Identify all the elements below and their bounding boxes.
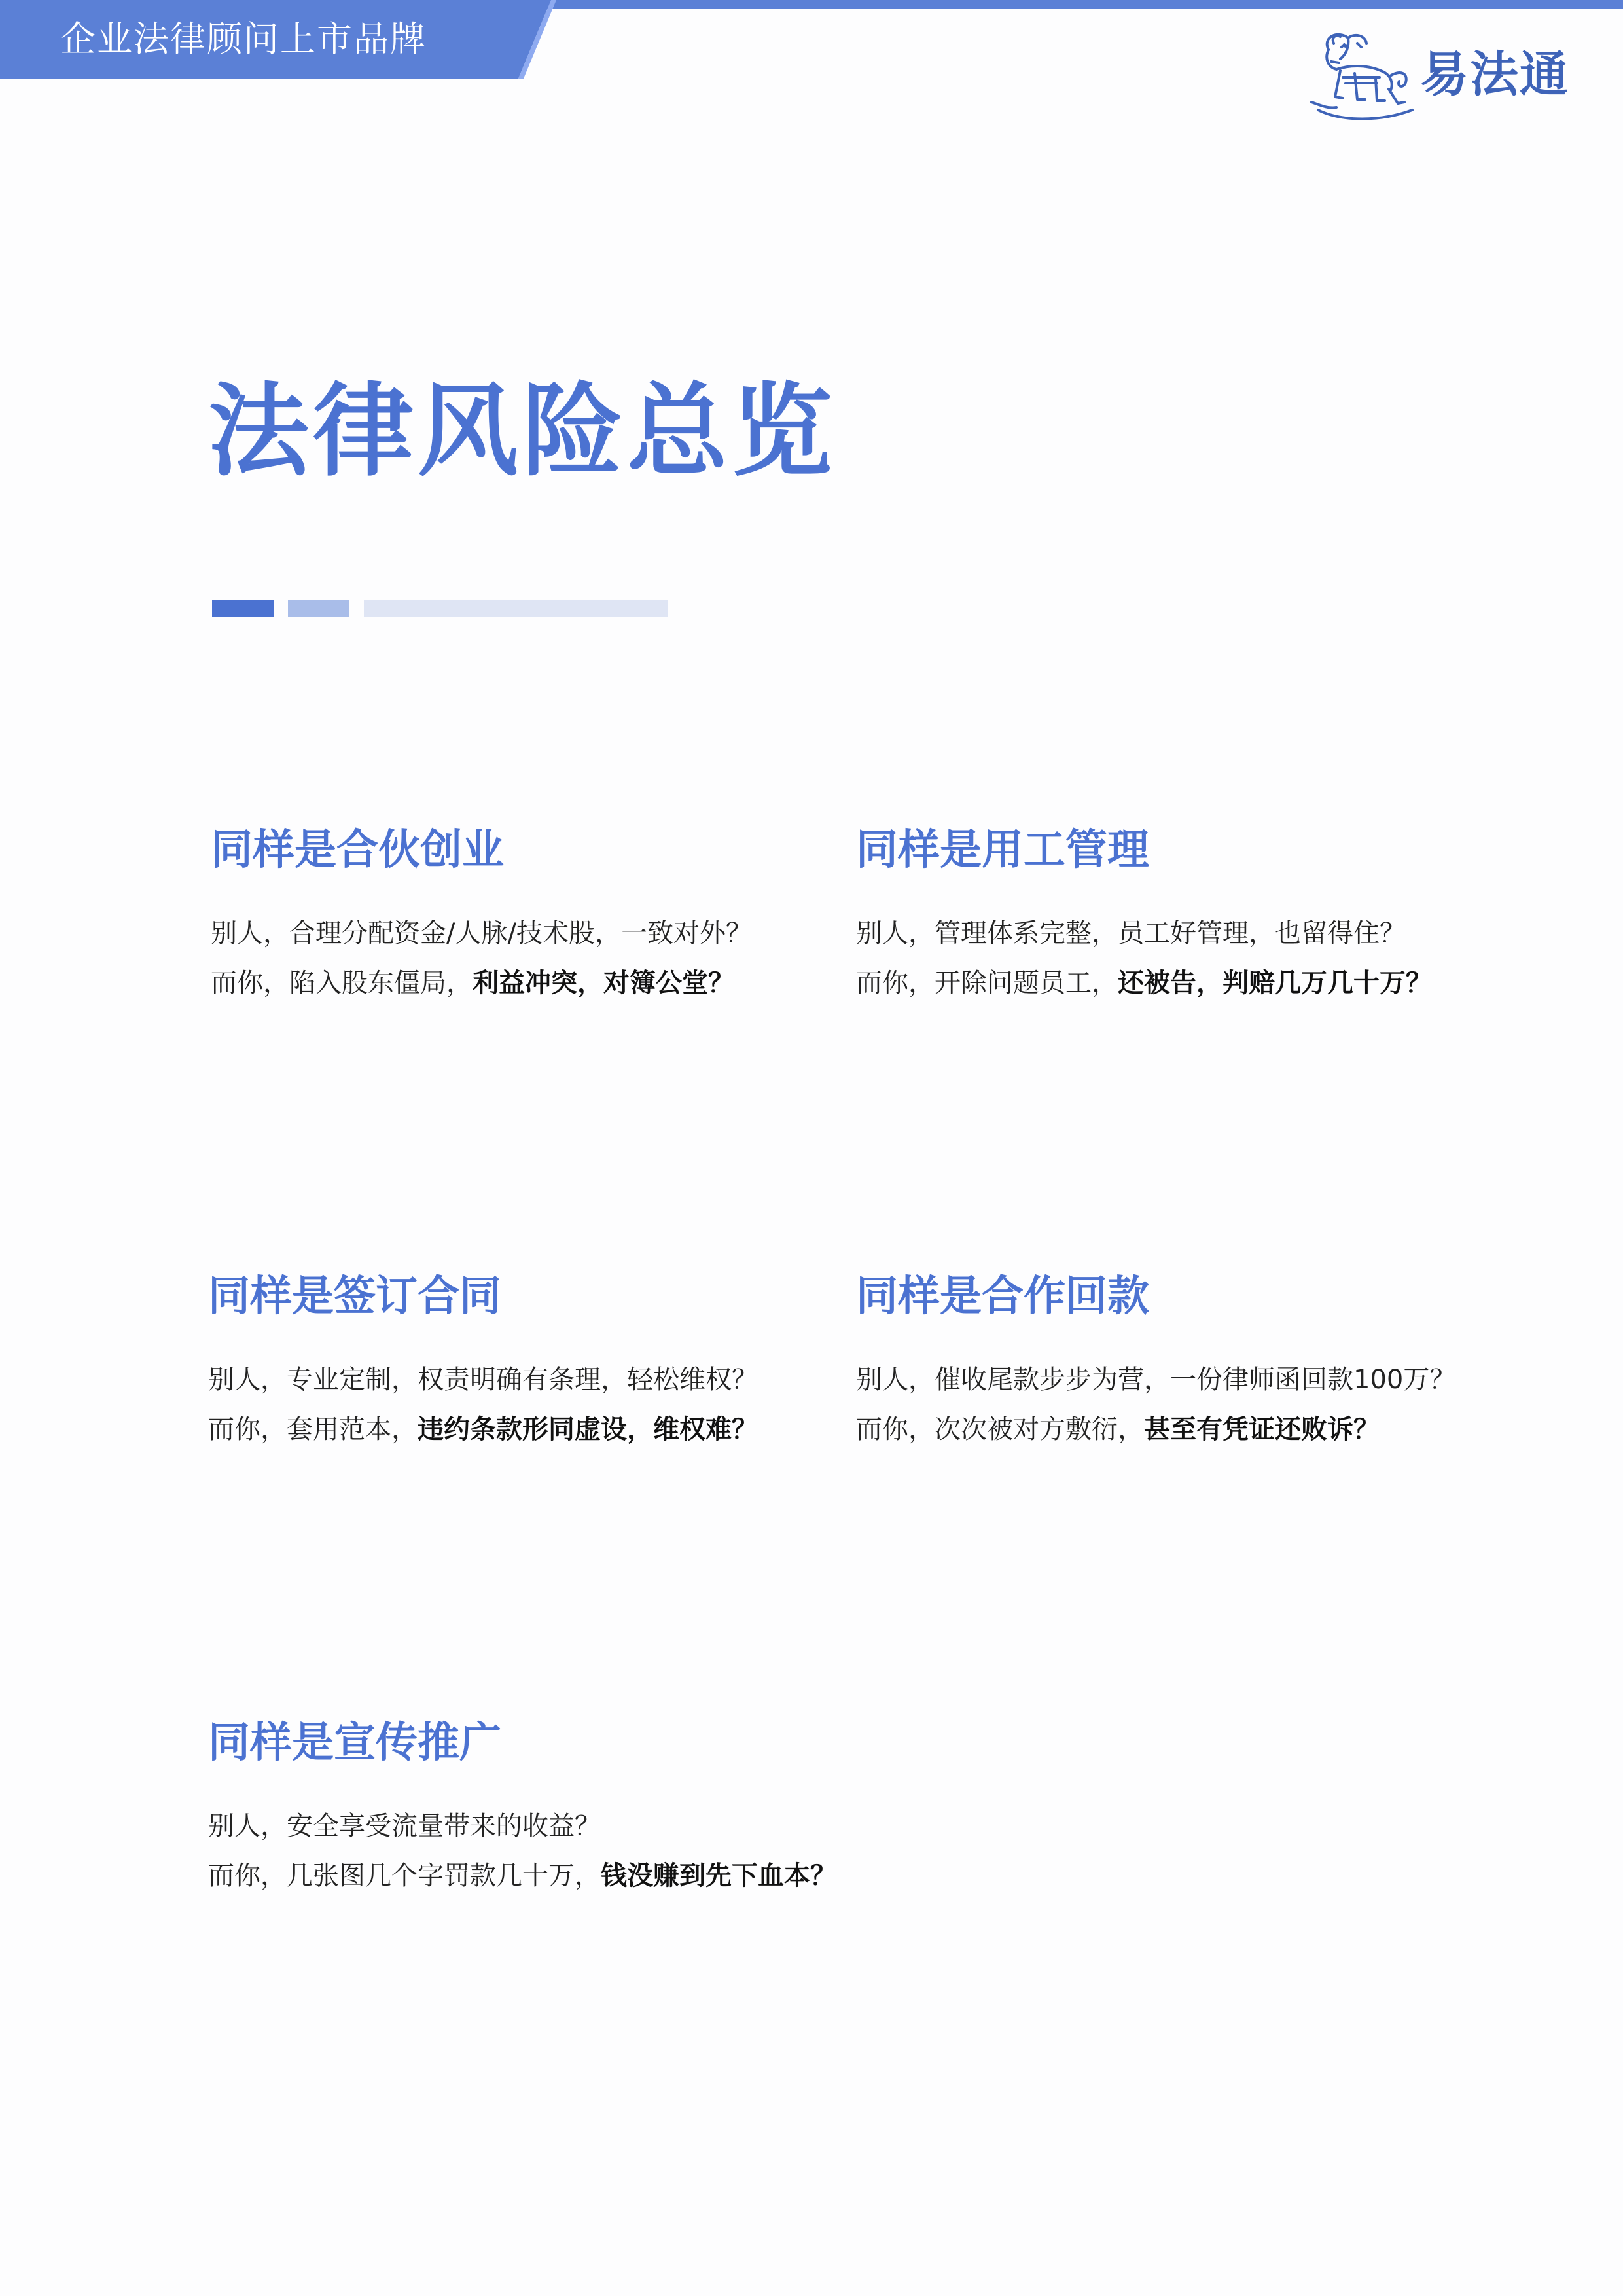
- section-title: 同样是签订合同: [208, 1272, 501, 1321]
- you-text: [856, 1405, 1484, 1454]
- title-divider-dark: [212, 600, 274, 617]
- you-text-emphasis: 违约条款形同虚设，维权难？: [418, 1414, 758, 1444]
- you-text-emphasis: 还被告，判赔几万几十万？: [1118, 968, 1432, 998]
- you-text: [856, 958, 1484, 1008]
- others-text: 别人，安全享受流量带来的收益？: [208, 1811, 601, 1841]
- section-employment: [856, 821, 1484, 1008]
- others-text: 别人，合理分配资金/人脉/技术股，一致对外？: [211, 918, 752, 948]
- header-banner: [0, 0, 556, 79]
- section-collections: [856, 1267, 1484, 1454]
- others-text: 别人，催收尾款步步为营，一份律师函回款100万？: [856, 1365, 1456, 1395]
- you-text: [208, 1405, 836, 1454]
- qilin-beast-icon: [1302, 24, 1420, 128]
- others-text: 别人，管理体系完整，员工好管理，也留得住？: [856, 918, 1406, 948]
- section-title: 同样是用工管理: [856, 826, 1149, 874]
- title-divider-pale: [364, 600, 668, 617]
- you-text-emphasis: 利益冲突，对簿公堂？: [473, 968, 734, 998]
- you-text-prefix: 而你，陷入股东僵局，: [211, 968, 473, 998]
- you-text-prefix: 而你，套用范本，: [208, 1414, 418, 1444]
- section-title: 同样是宣传推广: [208, 1719, 501, 1767]
- you-text-emphasis: 甚至有凭证还败诉？: [1144, 1414, 1380, 1444]
- logo-text: 易法通: [1420, 46, 1569, 103]
- banner-text: 企业法律顾问上市品牌: [60, 18, 427, 60]
- page-title: 法律风险总览: [208, 373, 837, 490]
- you-text-prefix: 而你，几张图几个字罚款几十万，: [208, 1861, 601, 1891]
- you-text-prefix: 而你，次次被对方敷衍，: [856, 1414, 1144, 1444]
- section-title: 同样是合作回款: [856, 1272, 1149, 1321]
- you-text: [211, 958, 839, 1008]
- you-text: [208, 1851, 836, 1901]
- you-text-emphasis: 钱没赚到先下血本？: [601, 1861, 836, 1891]
- section-title: 同样是合伙创业: [211, 826, 504, 874]
- section-partnership: [211, 821, 839, 1008]
- section-contracts: [208, 1267, 836, 1454]
- others-text: 别人，专业定制，权责明确有条理，轻松维权？: [208, 1365, 758, 1395]
- section-promotion: [208, 1713, 836, 1901]
- title-divider-light: [288, 600, 349, 617]
- you-text-prefix: 而你，开除问题员工，: [856, 968, 1118, 998]
- brand-logo: [1302, 24, 1590, 128]
